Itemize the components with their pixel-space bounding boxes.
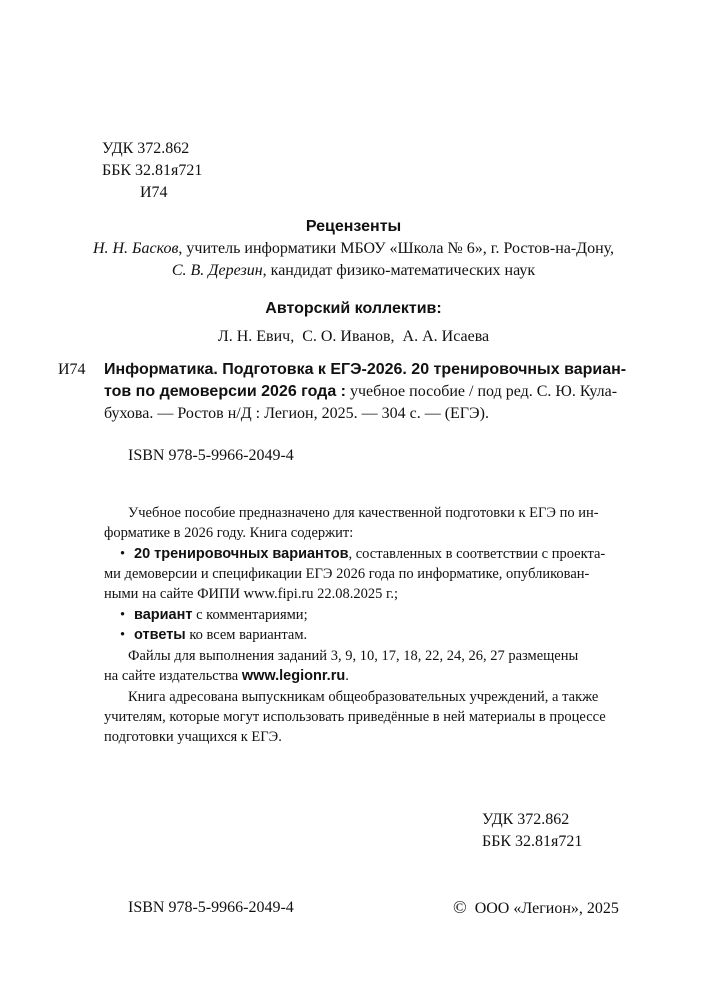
authors-heading: Авторский коллектив:	[265, 300, 442, 317]
bib-line-3: бухова. — Ростов н/Д : Легион, 2025. — 304 с. — (ЕГЭ).	[104, 405, 489, 422]
bullet-icon: •	[120, 607, 126, 623]
udk-code: УДК 372.862	[102, 140, 190, 157]
files-line-2-end: .	[345, 668, 349, 684]
bullet-3-bold: ответы	[134, 627, 186, 643]
reviewer-2-name: С. В. Дерезин	[171, 262, 263, 279]
bib-line-2-rest: учебное пособие / под ред. С. Ю. Кула-	[346, 383, 618, 400]
bib-title-line-1: Информатика. Подготовка к ЕГЭ-2026. 20 тренировочных вариан-	[104, 361, 627, 378]
bullet-3	[120, 625, 307, 646]
bib-line-2	[104, 381, 617, 402]
footer-udk: УДК 372.862	[482, 811, 570, 828]
bullet-2	[120, 605, 308, 626]
bullet-icon: •	[120, 546, 126, 562]
bullet-1-rest: , составленных в соответствии с проекта-	[348, 546, 606, 562]
audience-line-2: учителям, которые могут использовать приведённые в ней материалы в процессе	[104, 709, 606, 725]
bib-mark: И74	[58, 361, 86, 378]
audience-line-1: Книга адресована выпускникам общеобразовательных учреждений, а также	[128, 689, 599, 705]
copyright-icon: ©	[453, 897, 467, 917]
reviewer-1	[0, 238, 707, 259]
bullet-2-rest: с комментариями;	[192, 607, 308, 623]
annotation-intro-line-1: Учебное пособие предназначено для качественной подготовки к ЕГЭ по ин-	[128, 505, 599, 521]
bullet-1-line-3: ными на сайте ФИПИ www.fipi.ru 22.08.2025 г.;	[104, 586, 398, 602]
authors-names: Л. Н. Евич, С. О. Иванов, А. А. Исаева	[217, 328, 490, 345]
bullet-1-line-2: ми демоверсии и спецификации ЕГЭ 2026 года по информатике, опубликован-	[104, 566, 590, 582]
author-mark: И74	[140, 184, 168, 201]
files-line-2	[104, 666, 349, 687]
bullet-icon: •	[120, 627, 126, 643]
footer-bbk: ББК 32.81я721	[482, 833, 583, 850]
reviewer-2	[0, 260, 707, 281]
annotation-intro-line-2: форматике в 2026 году. Книга содержит:	[104, 525, 354, 541]
bullet-2-bold: вариант	[134, 607, 193, 623]
footer-isbn: ISBN 978-5-9966-2049-4	[128, 899, 294, 916]
files-line-2-text: на сайте издательства	[104, 668, 239, 684]
publisher-site-link[interactable]: www.legionr.ru	[241, 668, 346, 684]
copyright	[453, 897, 619, 919]
audience-line-3: подготовки учащихся к ЕГЭ.	[104, 729, 282, 745]
bib-title-line-2: тов по демоверсии 2026 года :	[104, 383, 346, 400]
bbk-code: ББК 32.81я721	[102, 162, 203, 179]
bullet-1-bold: 20 тренировочных вариантов	[134, 546, 349, 562]
reviewer-1-role: , учитель информатики МБОУ «Школа № 6», г. Ростов-на-Дону,	[178, 240, 615, 257]
bullet-3-rest: ко всем вариантам.	[185, 627, 308, 643]
reviewer-1-name: Н. Н. Басков	[92, 240, 179, 257]
reviewer-2-role: , кандидат физико-математических наук	[262, 262, 536, 279]
bullet-1-line-1	[120, 544, 605, 565]
reviewers-heading: Рецензенты	[305, 218, 402, 235]
files-line-1: Файлы для выполнения заданий 3, 9, 10, 17, 18, 22, 24, 26, 27 размещены	[128, 648, 579, 664]
bib-isbn: ISBN 978-5-9966-2049-4	[128, 447, 294, 464]
copyright-text: ООО «Легион», 2025	[474, 900, 619, 917]
